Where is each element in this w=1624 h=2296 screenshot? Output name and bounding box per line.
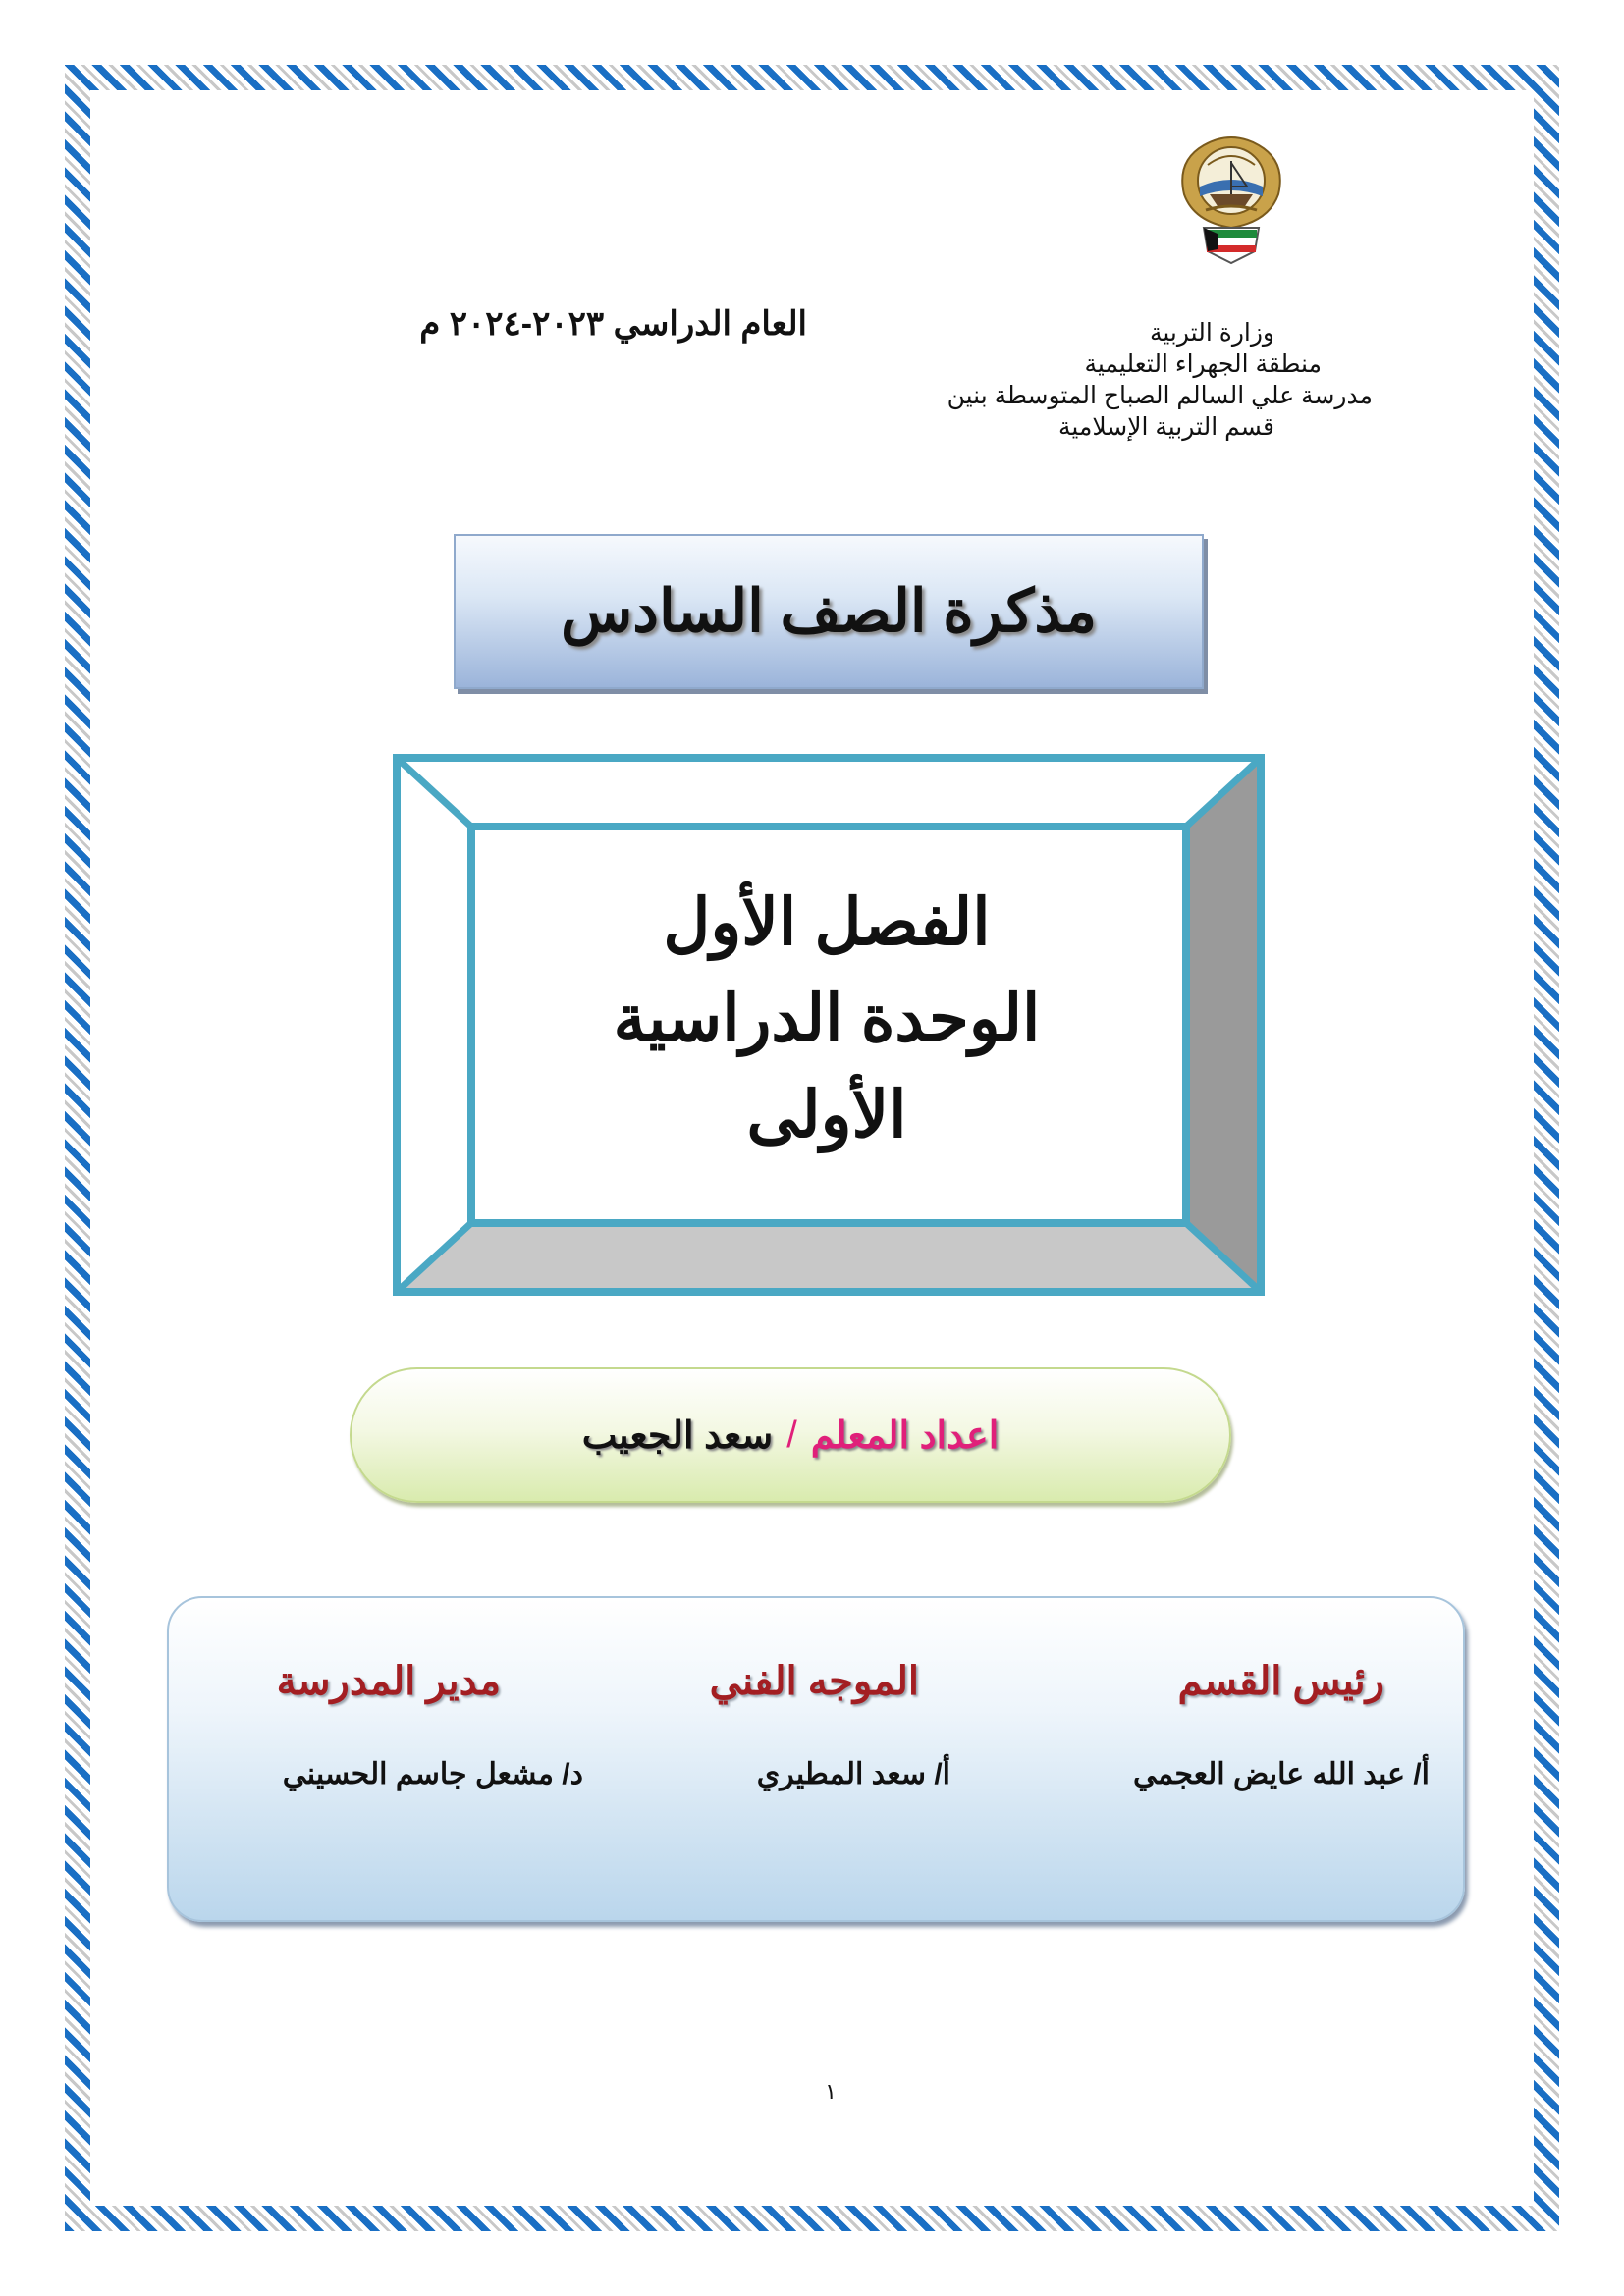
district-name: منطقة الجهراء التعليمية	[1084, 350, 1322, 378]
unit-title	[467, 827, 1186, 1209]
author-separator: /	[786, 1414, 797, 1456]
unit-line-unit: الوحدة الدراسية	[613, 982, 1041, 1054]
name-supervisor: أ/ سعد المطيري	[756, 1758, 950, 1790]
role-head-of-department: رئيس القسم	[1177, 1660, 1384, 1703]
author-banner	[350, 1367, 1231, 1503]
author-label: اعداد المعلم	[810, 1415, 1000, 1457]
name-principal: د/ مشعل جاسم الحسيني	[282, 1758, 583, 1790]
author-name: سعد الجعيب	[581, 1415, 774, 1457]
school-name: مدرسة علي السالم الصباح المتوسطة بنين	[947, 382, 1373, 409]
ministry-name: وزارة التربية	[1149, 319, 1274, 347]
academic-year: العام الدراسي ٢٠٢٣-٢٠٢٤ م	[419, 305, 807, 343]
ministry-header	[784, 317, 1373, 443]
document-title-banner	[454, 534, 1204, 689]
role-principal: مدير المدرسة	[276, 1660, 501, 1703]
unit-line-first: الأولى	[746, 1078, 907, 1150]
role-supervisor: الموجه الفني	[709, 1660, 919, 1703]
document-title: مذكرة الصف السادس	[561, 578, 1097, 644]
name-head-of-department: أ/ عبد الله عايض العجمي	[1132, 1758, 1430, 1790]
page-number: ١	[825, 2079, 837, 2104]
unit-line-semester: الفصل الأول	[663, 885, 991, 958]
signatures-panel	[167, 1596, 1465, 1922]
kuwait-emblem-icon	[1170, 126, 1292, 267]
department-name: قسم التربية الإسلامية	[1058, 413, 1274, 441]
